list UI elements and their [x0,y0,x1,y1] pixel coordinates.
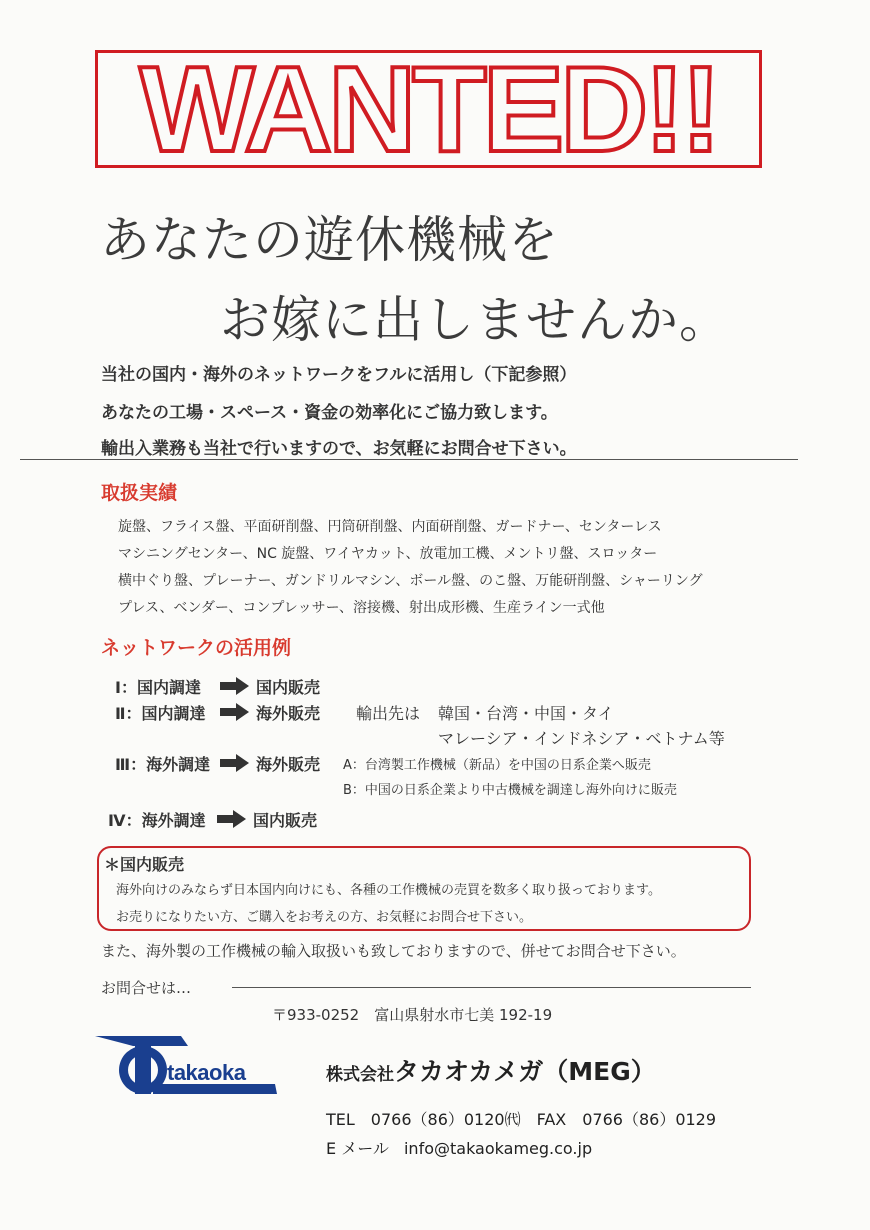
headline-line-1: あなたの遊休機械を [100,211,559,269]
route-3-num: Ⅲ： [115,755,147,774]
intro-line-1: 当社の国内・海外のネットワークをフルに活用し（下記参照） [101,365,577,385]
route-3 [115,752,210,775]
export-countries-1: 韓国・台湾・中国・タイ [438,704,614,723]
route-2 [115,701,206,724]
email-link[interactable]: info@takaokameg.co.jp [403,1139,593,1158]
note-a: A：台湾製工作機械（新品）を中国の日系企業へ販売 [343,758,651,773]
route-2-num: Ⅱ： [115,704,142,723]
handled-line-2: マシニングセンター、NC 旋盤、ワイヤカット、放電加工機、メントリ盤、スロッター [118,546,658,562]
wanted-banner [95,41,762,177]
route-4-num: Ⅳ： [108,811,142,830]
route-1-num: Ⅰ： [115,678,137,697]
email-label: E メール [326,1139,389,1158]
route-4-to: 国内販売 [253,811,318,830]
headline-line-2: お嫁に出しませんか。 [220,291,730,349]
route-2-to: 海外販売 [256,704,321,723]
logo-text: takaoka [167,1060,246,1085]
export-countries-2: マレーシア・インドネシア・ベトナム等 [438,729,725,748]
handled-line-4: プレス、ベンダー、コンプレッサー、溶接機、射出成形機、生産ライン一式他 [118,600,605,616]
wanted-title: WANTED!! [139,41,718,177]
route-3-to: 海外販売 [256,755,321,774]
export-label: 輸出先は [356,704,421,723]
domestic-line-2: お売りになりたい方、ご購入をお考えの方、お気軽にお問合せ下さい。 [116,910,533,925]
divider [20,459,798,460]
intro-line-2: あなたの工場・スペース・資金の効率化にご協力致します。 [101,403,558,423]
inquiry-rule [232,987,751,988]
inquiry-label: お問合せは… [101,979,192,997]
route-1-to: 国内販売 [256,678,321,697]
email-row [326,1136,592,1159]
intro-line-3: 輸出入業務も当社で行いますので、お気軽にお問合せ下さい。 [101,439,577,459]
network-title: ネットワークの活用例 [101,637,292,659]
handled-title: 取扱実績 [101,482,178,504]
route-4-from: 海外調達 [141,811,206,830]
handled-line-3: 横中ぐり盤、プレーナー、ガンドリルマシン、ボール盤、のこ盤、万能研削盤、シャーリング [118,573,703,589]
route-3-from: 海外調達 [146,755,211,774]
route-1-from: 国内調達 [136,678,201,697]
route-4 [108,808,206,831]
company-main: タカオカメガ（MEG） [394,1057,656,1086]
takaoka-logo [93,1034,278,1096]
route-2-from: 国内調達 [141,704,206,723]
tel-fax: TEL 0766（86）0120㈹ FAX 0766（86）0129 [326,1110,717,1129]
route-1 [115,675,201,698]
handled-line-1: 旋盤、フライス盤、平面研削盤、円筒研削盤、内面研削盤、ガードナー、センターレス [118,519,662,535]
address: 〒933-0252 富山県射水市七美 192-19 [272,1006,553,1024]
import-note: また、海外製の工作機械の輸入取扱いも致しておりますので、併せてお問合せ下さい。 [101,942,686,960]
domestic-title: ＊国内販売 [104,855,185,874]
company-prefix: 株式会社 [326,1065,394,1085]
domestic-line-1: 海外向けのみならず日本国内向けにも、各種の工作機械の売買を数多く取り扱っております。 [116,883,661,898]
note-b: B：中国の日系企業より中古機械を調達し海外向けに販売 [343,783,677,798]
company-name [326,1052,656,1088]
